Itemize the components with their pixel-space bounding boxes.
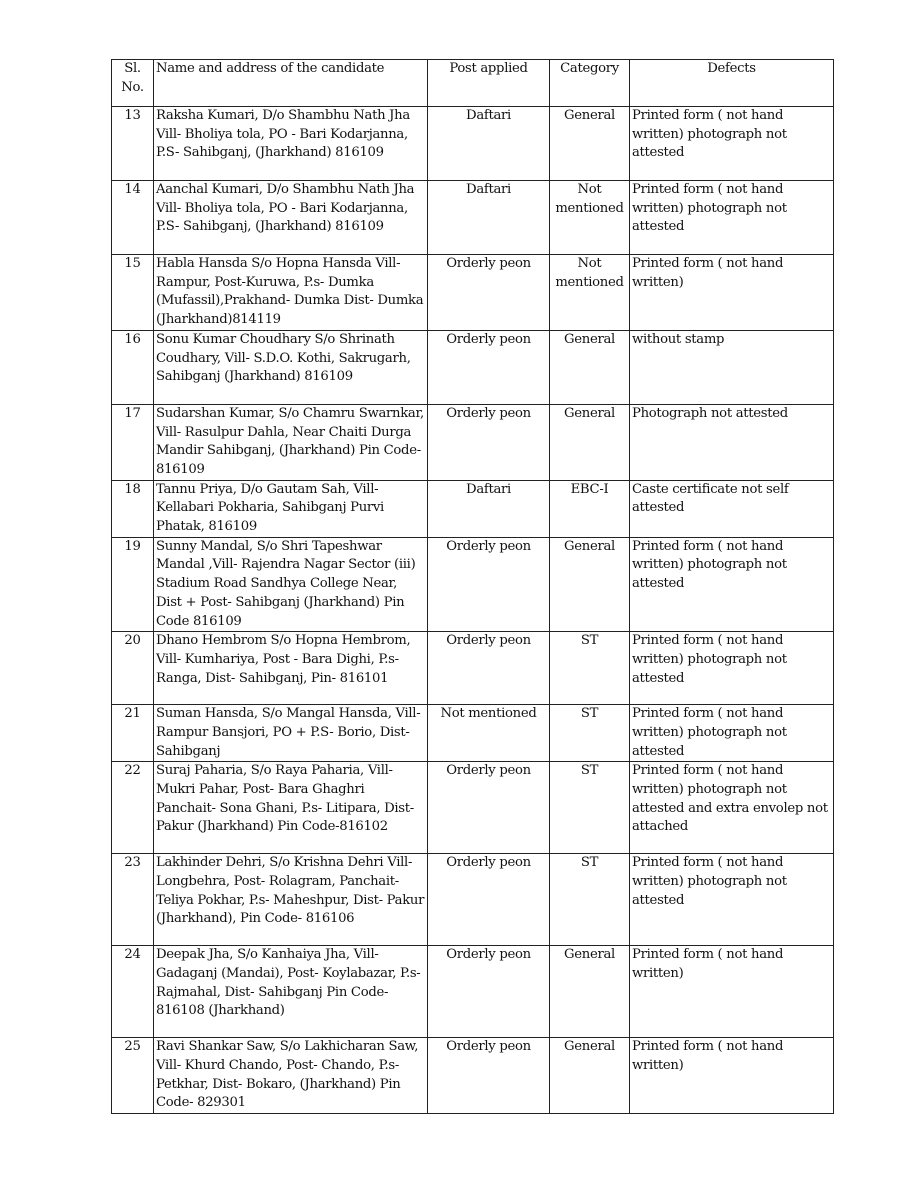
cell-defects: Printed form ( not hand written) photograph not attested [630, 705, 834, 762]
cell-name-address: Tannu Priya, D/o Gautam Sah, Vill- Kellabari Pokharia, Sahibganj Purvi Phatak, 816109 [154, 480, 428, 537]
cell-defects: Printed form ( not hand written) [630, 255, 834, 331]
header-category: Category [550, 60, 630, 107]
cell-category: General [550, 537, 630, 632]
cell-post-applied: Orderly peon [428, 255, 550, 331]
cell-sl-no: 23 [112, 854, 154, 946]
cell-name-address: Lakhinder Dehri, S/o Krishna Dehri Vill- Longbehra, Post- Rolagram, Panchait- Teliya Pokhar, P.s- Maheshpur, Dist- Pakur (Jharkhand), Pin Code- 816106 [154, 854, 428, 946]
cell-category: ST [550, 632, 630, 705]
cell-defects: Printed form ( not hand written) [630, 946, 834, 1038]
cell-post-applied: Daftari [428, 181, 550, 255]
cell-sl-no: 17 [112, 404, 154, 480]
document-page [111, 59, 834, 1114]
candidate-defects-table [111, 59, 834, 1114]
cell-name-address: Dhano Hembrom S/o Hopna Hembrom, Vill- Kumhariya, Post - Bara Dighi, P.s- Ranga, Dist- Sahibganj, Pin- 816101 [154, 632, 428, 705]
cell-name-address: Aanchal Kumari, D/o Shambhu Nath Jha Vill- Bholiya tola, PO - Bari Kodarjanna, P.S- Sahibganj, (Jharkhand) 816109 [154, 181, 428, 255]
cell-post-applied: Orderly peon [428, 330, 550, 404]
header-sl-no: Sl. No. [112, 60, 154, 107]
cell-post-applied: Not mentioned [428, 705, 550, 762]
cell-defects: without stamp [630, 330, 834, 404]
cell-post-applied: Orderly peon [428, 1038, 550, 1114]
table-row [112, 632, 834, 705]
cell-sl-no: 22 [112, 762, 154, 854]
table-row [112, 480, 834, 537]
cell-defects: Printed form ( not hand written) photograph not attested [630, 632, 834, 705]
cell-name-address: Deepak Jha, S/o Kanhaiya Jha, Vill- Gadaganj (Mandai), Post- Koylabazar, P.s- Rajmahal, Dist- Sahibganj Pin Code- 816108 (Jharkhand) [154, 946, 428, 1038]
cell-category: General [550, 330, 630, 404]
cell-sl-no: 21 [112, 705, 154, 762]
cell-post-applied: Orderly peon [428, 404, 550, 480]
cell-name-address: Raksha Kumari, D/o Shambhu Nath Jha Vill- Bholiya tola, PO - Bari Kodarjanna, P.S- Sahibganj, (Jharkhand) 816109 [154, 107, 428, 181]
cell-defects: Printed form ( not hand written) photograph not attested [630, 181, 834, 255]
table-row [112, 181, 834, 255]
cell-name-address: Ravi Shankar Saw, S/o Lakhicharan Saw, Vill- Khurd Chando, Post- Chando, P.s- Petkhar, Dist- Bokaro, (Jharkhand) Pin Code- 829301 [154, 1038, 428, 1114]
header-post-applied: Post applied [428, 60, 550, 107]
cell-post-applied: Orderly peon [428, 762, 550, 854]
table-row [112, 330, 834, 404]
cell-sl-no: 25 [112, 1038, 154, 1114]
cell-sl-no: 16 [112, 330, 154, 404]
header-name-address: Name and address of the candidate [154, 60, 428, 107]
cell-sl-no: 14 [112, 181, 154, 255]
cell-defects: Printed form ( not hand written) [630, 1038, 834, 1114]
cell-category: EBC-I [550, 480, 630, 537]
table-row [112, 762, 834, 854]
cell-post-applied: Daftari [428, 107, 550, 181]
cell-sl-no: 18 [112, 480, 154, 537]
cell-category: General [550, 1038, 630, 1114]
header-defects: Defects [630, 60, 834, 107]
table-row [112, 537, 834, 632]
table-row [112, 854, 834, 946]
cell-defects: Printed form ( not hand written) photograph not attested and extra envolep not attached [630, 762, 834, 854]
cell-defects: Printed form ( not hand written) photograph not attested [630, 107, 834, 181]
cell-name-address: Suman Hansda, S/o Mangal Hansda, Vill- Rampur Bansjori, PO + P.S- Borio, Dist- Sahibganj [154, 705, 428, 762]
cell-name-address: Sonu Kumar Choudhary S/o Shrinath Coudhary, Vill- S.D.O. Kothi, Sakrugarh, Sahibganj (Jharkhand) 816109 [154, 330, 428, 404]
cell-defects: Printed form ( not hand written) photograph not attested [630, 854, 834, 946]
cell-sl-no: 19 [112, 537, 154, 632]
cell-category: General [550, 107, 630, 181]
cell-post-applied: Orderly peon [428, 946, 550, 1038]
cell-post-applied: Daftari [428, 480, 550, 537]
cell-category: Not mentioned [550, 181, 630, 255]
cell-sl-no: 15 [112, 255, 154, 331]
cell-category: ST [550, 705, 630, 762]
cell-post-applied: Orderly peon [428, 632, 550, 705]
cell-category: ST [550, 854, 630, 946]
cell-name-address: Habla Hansda S/o Hopna Hansda Vill- Rampur, Post-Kuruwa, P.s- Dumka (Mufassil),Prakhand- Dumka Dist- Dumka (Jharkhand)814119 [154, 255, 428, 331]
table-row [112, 705, 834, 762]
cell-name-address: Suraj Paharia, S/o Raya Paharia, Vill- Mukri Pahar, Post- Bara Ghaghri Panchait- Sona Ghani, P.s- Litipara, Dist-Pakur (Jharkhand) Pin Code-816102 [154, 762, 428, 854]
cell-category: General [550, 404, 630, 480]
cell-category: ST [550, 762, 630, 854]
cell-name-address: Sunny Mandal, S/o Shri Tapeshwar Mandal ,Vill- Rajendra Nagar Sector (iii) Stadium Road Sandhya College Near, Dist + Post- Sahibganj (Jharkhand) Pin Code 816109 [154, 537, 428, 632]
cell-sl-no: 24 [112, 946, 154, 1038]
table-row [112, 107, 834, 181]
cell-category: Not mentioned [550, 255, 630, 331]
cell-sl-no: 20 [112, 632, 154, 705]
cell-defects: Printed form ( not hand written) photograph not attested [630, 537, 834, 632]
table-row [112, 946, 834, 1038]
cell-sl-no: 13 [112, 107, 154, 181]
cell-post-applied: Orderly peon [428, 854, 550, 946]
cell-post-applied: Orderly peon [428, 537, 550, 632]
cell-name-address: Sudarshan Kumar, S/o Chamru Swarnkar, Vill- Rasulpur Dahla, Near Chaiti Durga Mandir Sahibganj, (Jharkhand) Pin Code- 816109 [154, 404, 428, 480]
table-row [112, 1038, 834, 1114]
table-row [112, 255, 834, 331]
cell-category: General [550, 946, 630, 1038]
table-row [112, 404, 834, 480]
table-header-row [112, 60, 834, 107]
cell-defects: Caste certificate not self attested [630, 480, 834, 537]
cell-defects: Photograph not attested [630, 404, 834, 480]
